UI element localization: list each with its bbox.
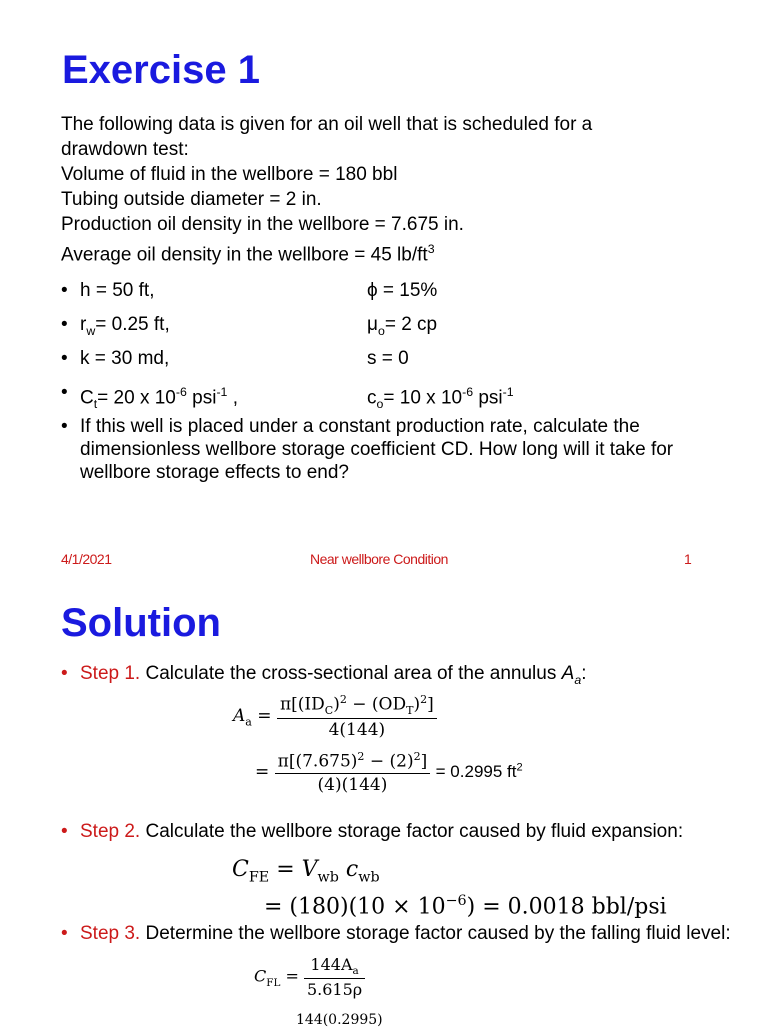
footer-date: 4/1/2021 [61, 551, 112, 567]
bullet-dot: • [61, 923, 68, 944]
question-text: If this well is placed under a constant production rate, calculate the dimensionless wellbore storage coefficient CD. How long will it take for wellbore storage effects to end? [80, 416, 674, 483]
step-1-text: Step 1. Calculate the cross-sectional area of the annulus $A_a$: [80, 663, 587, 687]
bullet-mu: $\mu_o= 2$ cp [367, 314, 438, 338]
avg-density-line [61, 237, 435, 267]
equation-falling-fluid-value: 144(0.2995) [296, 1012, 383, 1028]
equation-fluid-expansion-value: = $(180)(10 \times 10^{-6}) = 0.0018$ bbl/psi [264, 893, 667, 920]
exercise-title: Exercise 1 [62, 48, 260, 92]
solution-title: Solution [61, 601, 221, 645]
bullet-dot: • [61, 314, 68, 335]
bullet-dot: • [61, 663, 68, 684]
intro-line-2: drawdown test: [61, 139, 189, 160]
intro-line-1: The following data is given for an oil well that is scheduled for a [61, 114, 593, 135]
avg-density-text: Average oil density in the wellbore = 45 lb/ft [61, 244, 428, 266]
bullet-co: $c_o= 10$ x $10^{-6}$ psi$^{-1}$ [367, 385, 514, 412]
step-1-label: Step 1. [80, 663, 141, 684]
bullet-dot: • [61, 348, 68, 369]
equation-annulus-value: = $\frac{\pi[(7.675)^2 - (2)^2]}{(4)(144)}$ = 0.2995 $ft^2$ [255, 750, 523, 795]
bullet-phi: ϕ = 15% [367, 280, 438, 301]
step-2-text: Step 2. Calculate the wellbore storage factor caused by fluid expansion: [80, 821, 684, 842]
bullet-rw: $r_w= 0.25$ ft, [80, 314, 170, 338]
equation-annulus-area: $A_a$ = $\frac{\pi[(ID_C)^2 - (OD_T)^2]}{4(144)}$ [233, 693, 437, 740]
footer-title: Near wellbore Condition [310, 551, 448, 567]
volume-line: Volume of fluid in the wellbore = 180 bbl [61, 164, 398, 185]
step-3-label: Step 3. [80, 923, 141, 944]
equation-fluid-expansion: $C_{FE} = V_{wb}$ $c_{wb}$ [232, 857, 380, 886]
tubing-line: Tubing outside diameter = 2 in. [61, 189, 322, 210]
footer-page-number: 1 [684, 551, 692, 567]
bullet-ct: $C_t= 20$ x $10^{-6}$ psi$^{-1}$ , [80, 385, 238, 412]
bullet-s: s = 0 [367, 348, 409, 369]
bullet-dot: • [61, 821, 68, 842]
step-2-label: Step 2. [80, 821, 141, 842]
bullet-dot: • [61, 416, 68, 437]
bullet-k: k = 30 md, [80, 348, 170, 369]
density-line: Production oil density in the wellbore = 7.675 in. [61, 214, 464, 235]
avg-density-exp: 3 [427, 242, 435, 256]
equation-falling-fluid: $C_{FL}$ = $\frac{144A_a}{5.615\rho}$ [254, 955, 365, 999]
bullet-h: h = 50 ft, [80, 280, 155, 301]
bullet-dot: • [61, 280, 68, 301]
bullet-dot: • [61, 382, 68, 403]
step-3-text: Step 3. Determine the wellbore storage factor caused by the falling fluid level: [80, 923, 731, 944]
